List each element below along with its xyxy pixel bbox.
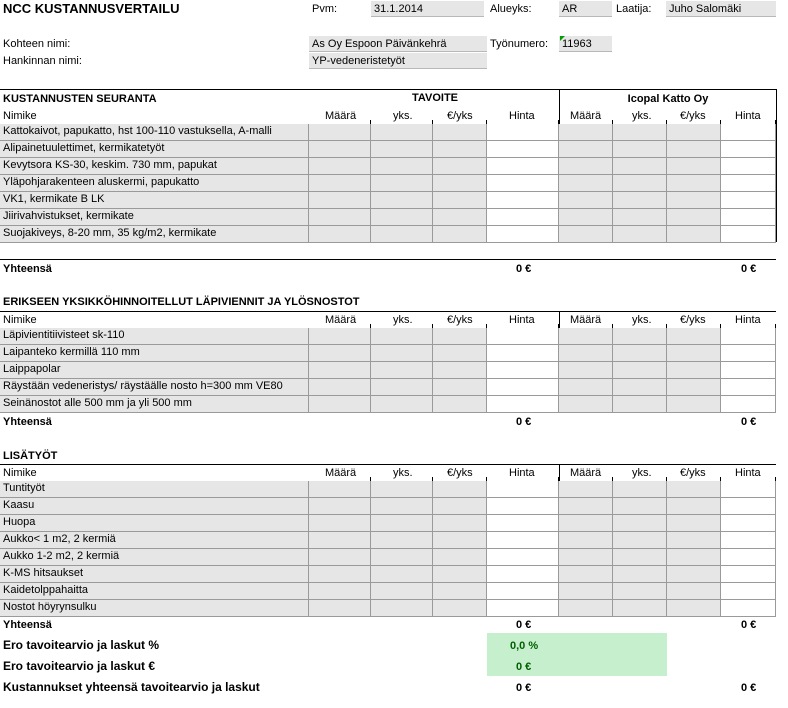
section2-header-nimike: Nimike — [3, 314, 37, 326]
section3-cell-yks[interactable] — [613, 498, 667, 515]
section1-cell-maara[interactable] — [559, 158, 613, 175]
table-row — [0, 515, 776, 532]
section2-cell-eyks[interactable] — [433, 345, 487, 362]
table-row — [0, 481, 776, 498]
section3-cell-maara[interactable] — [559, 600, 613, 617]
table-row — [0, 175, 776, 192]
section3-row-label: Kaasu — [3, 499, 35, 511]
section1-row-label: Kattokaivot, papukatto, hst 100-110 vastuksella, A-malli — [3, 125, 272, 137]
section3-cell-hinta[interactable] — [721, 481, 776, 498]
table-row — [0, 583, 776, 600]
section1-cell-yks[interactable] — [613, 141, 667, 158]
section1-cell-maara[interactable] — [309, 175, 371, 192]
section3-header-maara-0: Määrä — [325, 467, 357, 479]
section1-cell-yks[interactable] — [371, 124, 433, 141]
section2-cell-eyks[interactable] — [433, 396, 487, 413]
section2-cell-yks[interactable] — [371, 396, 433, 413]
section3-cell-yks[interactable] — [613, 583, 667, 600]
section3-cell-hinta[interactable] — [487, 532, 559, 549]
section3-cell-yks[interactable] — [371, 549, 433, 566]
ero-eur-value: 0 € — [516, 661, 532, 673]
section3-name-cell[interactable] — [0, 498, 309, 515]
section1-cell-hinta[interactable] — [721, 124, 776, 141]
section2-cell-hinta[interactable] — [721, 345, 776, 362]
section2-cell-maara[interactable] — [559, 379, 613, 396]
hankinta-field[interactable]: YP-vedeneristetyöt — [309, 53, 487, 69]
grand-total-label: Kustannukset yhteensä tavoitearvio ja laskut — [3, 680, 260, 694]
section3-cell-eyks[interactable] — [667, 498, 721, 515]
section3-row-label: Tuntityöt — [3, 482, 45, 494]
section2-cell-maara[interactable] — [309, 396, 371, 413]
section1-header-eyks-2: €/yks — [447, 110, 473, 122]
kohde-label: Kohteen nimi: — [3, 38, 71, 50]
section2-cell-eyks[interactable] — [433, 362, 487, 379]
section1-cell-yks[interactable] — [371, 192, 433, 209]
table-row — [0, 124, 776, 141]
section1-title: KUSTANNUSTEN SEURANTA — [3, 93, 157, 105]
section1-cell-maara[interactable] — [309, 209, 371, 226]
section2-row-label: Laippapolar — [3, 363, 61, 375]
alueyks-label: Alueyks: — [490, 3, 532, 15]
section3-cell-maara[interactable] — [309, 600, 371, 617]
section1-cell-hinta[interactable] — [487, 226, 559, 243]
section3-cell-hinta[interactable] — [721, 532, 776, 549]
section3-cell-yks[interactable] — [613, 600, 667, 617]
section3-cell-eyks[interactable] — [667, 549, 721, 566]
section2-cell-eyks[interactable] — [667, 396, 721, 413]
section1-cell-yks[interactable] — [371, 226, 433, 243]
section1-cell-maara[interactable] — [309, 192, 371, 209]
section1-cell-hinta[interactable] — [487, 209, 559, 226]
section2-cell-hinta[interactable] — [487, 362, 559, 379]
section2-total-label: Yhteensä — [3, 416, 52, 428]
section1-header-nimike: Nimike — [3, 110, 37, 122]
contractor-header: Icopal Katto Oy — [627, 93, 709, 105]
section2-cell-eyks[interactable] — [667, 379, 721, 396]
section1-header-maara-4: Määrä — [570, 110, 602, 122]
section1-row-label: Yläpohjarakenteen aluskermi, papukatto — [3, 176, 200, 188]
section3-cell-yks[interactable] — [371, 481, 433, 498]
section3-cell-eyks[interactable] — [433, 600, 487, 617]
section3-row-label: Nostot höyrynsulku — [3, 601, 97, 613]
section1-cell-hinta[interactable] — [721, 192, 776, 209]
section3-cell-hinta[interactable] — [487, 481, 559, 498]
section1-cell-hinta[interactable] — [487, 141, 559, 158]
section2-cell-hinta[interactable] — [487, 396, 559, 413]
section3-header-yks-5: yks. — [632, 467, 652, 479]
table-row — [0, 345, 776, 362]
table-row — [0, 532, 776, 549]
section1-cell-yks[interactable] — [371, 141, 433, 158]
section2-header-maara-0: Määrä — [325, 314, 357, 326]
section1-cell-yks[interactable] — [613, 209, 667, 226]
section3-cell-maara[interactable] — [559, 566, 613, 583]
section1-cell-eyks[interactable] — [667, 192, 721, 209]
section3-cell-maara[interactable] — [309, 549, 371, 566]
section1-cell-maara[interactable] — [559, 192, 613, 209]
section3-cell-maara[interactable] — [559, 515, 613, 532]
table-row — [0, 226, 776, 243]
section1-cell-yks[interactable] — [613, 124, 667, 141]
section2-cell-hinta[interactable] — [721, 362, 776, 379]
section2-cell-hinta[interactable] — [721, 379, 776, 396]
section1-cell-maara[interactable] — [309, 226, 371, 243]
section1-cell-maara[interactable] — [559, 209, 613, 226]
section3-cell-maara[interactable] — [309, 532, 371, 549]
table-row — [0, 192, 776, 209]
section2-row-label: Laipanteko kermillä 110 mm — [3, 346, 140, 358]
section1-total-label: Yhteensä — [3, 263, 52, 275]
section3-header-maara-4: Määrä — [570, 467, 602, 479]
section3-row-label: Kaidetolppahaitta — [3, 584, 89, 596]
section3-cell-yks[interactable] — [613, 566, 667, 583]
section1-row-label: VK1, kermikate B LK — [3, 193, 105, 205]
section1-header-yks-1: yks. — [393, 110, 413, 122]
section3-cell-hinta[interactable] — [721, 515, 776, 532]
section2-row-label: Seinänostot alle 500 mm ja yli 500 mm — [3, 397, 192, 409]
table-row — [0, 209, 776, 226]
section1-cell-maara[interactable] — [559, 226, 613, 243]
section3-cell-hinta[interactable] — [721, 600, 776, 617]
section1-total-tavoite: 0 € — [516, 263, 532, 275]
section2-header-eyks-6: €/yks — [680, 314, 706, 326]
section1-cell-maara[interactable] — [309, 141, 371, 158]
section3-total-contractor: 0 € — [741, 619, 757, 631]
section3-total-tavoite: 0 € — [516, 619, 532, 631]
table-row — [0, 549, 776, 566]
section3-cell-maara[interactable] — [559, 583, 613, 600]
section3-cell-eyks[interactable] — [667, 532, 721, 549]
section3-cell-hinta[interactable] — [721, 498, 776, 515]
page-title: NCC KUSTANNUSVERTAILU — [3, 1, 180, 16]
kohde-field[interactable]: As Oy Espoon Päivänkehrä — [309, 36, 487, 52]
section2-header-eyks-2: €/yks — [447, 314, 473, 326]
section1-cell-hinta[interactable] — [487, 158, 559, 175]
section2-cell-yks[interactable] — [371, 345, 433, 362]
grand-total-tavoite: 0 € — [516, 682, 532, 694]
section3-cell-maara[interactable] — [559, 498, 613, 515]
section2-header-hinta-7: Hinta — [735, 314, 761, 326]
section1-cell-hinta[interactable] — [487, 124, 559, 141]
section3-cell-eyks[interactable] — [433, 566, 487, 583]
section3-cell-yks[interactable] — [613, 549, 667, 566]
section1-cell-eyks[interactable] — [667, 226, 721, 243]
section3-header-eyks-2: €/yks — [447, 467, 473, 479]
section3-cell-maara[interactable] — [559, 549, 613, 566]
section1-header-hinta-3: Hinta — [509, 110, 535, 122]
section2-cell-maara[interactable] — [309, 328, 371, 345]
section3-name-cell[interactable] — [0, 481, 309, 498]
section3-header-eyks-6: €/yks — [680, 467, 706, 479]
section3-cell-hinta[interactable] — [721, 566, 776, 583]
section3-cell-eyks[interactable] — [433, 498, 487, 515]
section3-cell-eyks[interactable] — [433, 583, 487, 600]
section1-cell-eyks[interactable] — [667, 158, 721, 175]
section3-cell-eyks[interactable] — [433, 549, 487, 566]
section2-cell-yks[interactable] — [613, 345, 667, 362]
section1-row-label: Kevytsora KS-30, keskim. 730 mm, papukat — [3, 159, 217, 171]
section1-cell-eyks[interactable] — [433, 175, 487, 192]
section3-header-yks-1: yks. — [393, 467, 413, 479]
table-row — [0, 158, 776, 175]
section2-header-yks-5: yks. — [632, 314, 652, 326]
section3-cell-eyks[interactable] — [667, 481, 721, 498]
section3-cell-yks[interactable] — [371, 600, 433, 617]
section1-cell-eyks[interactable] — [433, 192, 487, 209]
section3-header-hinta-7: Hinta — [735, 467, 761, 479]
section3-cell-hinta[interactable] — [487, 498, 559, 515]
section2-header-hinta-3: Hinta — [509, 314, 535, 326]
pvm-field[interactable]: 31.1.2014 — [371, 1, 484, 17]
section2-cell-eyks[interactable] — [667, 328, 721, 345]
section2-cell-eyks[interactable] — [667, 345, 721, 362]
section3-cell-hinta[interactable] — [487, 600, 559, 617]
section3-cell-eyks[interactable] — [667, 583, 721, 600]
section3-cell-hinta[interactable] — [487, 549, 559, 566]
section1-cell-yks[interactable] — [613, 226, 667, 243]
tavoite-header: TAVOITE — [411, 92, 459, 104]
section2-cell-eyks[interactable] — [667, 362, 721, 379]
section1-row-label: Suojakiveys, 8-20 mm, 35 kg/m2, kermikate — [3, 227, 217, 239]
section1-cell-maara[interactable] — [559, 175, 613, 192]
tyonumero-label: Työnumero: — [490, 38, 549, 50]
section1-row-label: Jiirivahvistukset, kermikate — [3, 210, 134, 222]
section3-cell-maara[interactable] — [309, 515, 371, 532]
section2-total-tavoite: 0 € — [516, 416, 532, 428]
section3-cell-yks[interactable] — [371, 583, 433, 600]
section1-cell-hinta[interactable] — [721, 175, 776, 192]
section3-cell-eyks[interactable] — [667, 515, 721, 532]
section3-cell-eyks[interactable] — [433, 515, 487, 532]
section1-cell-yks[interactable] — [613, 158, 667, 175]
table-row — [0, 566, 776, 583]
section3-header-nimike: Nimike — [3, 467, 37, 479]
section1-cell-maara[interactable] — [309, 124, 371, 141]
section1-cell-maara[interactable] — [559, 124, 613, 141]
section2-cell-yks[interactable] — [613, 379, 667, 396]
section3-name-cell[interactable] — [0, 515, 309, 532]
section1-cell-hinta[interactable] — [487, 192, 559, 209]
section1-header-eyks-6: €/yks — [680, 110, 706, 122]
section1-cell-eyks[interactable] — [667, 124, 721, 141]
section3-cell-hinta[interactable] — [487, 566, 559, 583]
grand-total-contractor: 0 € — [741, 682, 757, 694]
section3-cell-maara[interactable] — [309, 498, 371, 515]
section1-cell-yks[interactable] — [371, 209, 433, 226]
section3-total-label: Yhteensä — [3, 619, 52, 631]
section3-row-label: Aukko< 1 m2, 2 kermiä — [3, 533, 116, 545]
section2-header-maara-4: Määrä — [570, 314, 602, 326]
section1-total-contractor: 0 € — [741, 263, 757, 275]
section3-cell-maara[interactable] — [309, 583, 371, 600]
section2-cell-yks[interactable] — [371, 379, 433, 396]
section2-cell-yks[interactable] — [613, 328, 667, 345]
section2-cell-hinta[interactable] — [721, 396, 776, 413]
section2-title: ERIKSEEN YKSIKKÖHINNOITELLUT LÄPIVIENNIT JA YLÖSNOSTOT — [3, 296, 360, 308]
section1-cell-eyks[interactable] — [433, 124, 487, 141]
section2-cell-yks[interactable] — [613, 362, 667, 379]
section1-row-label: Alipainetuulettimet, kermikatetyöt — [3, 142, 165, 154]
pvm-label: Pvm: — [312, 3, 338, 15]
section3-row-label: K-MS hitsaukset — [3, 567, 84, 579]
laatija-label: Laatija: — [616, 3, 652, 15]
section3-cell-maara[interactable] — [309, 566, 371, 583]
section2-cell-maara[interactable] — [309, 379, 371, 396]
alueyks-field[interactable]: AR — [559, 1, 612, 17]
comment-marker-icon — [560, 36, 565, 41]
hankinta-label: Hankinnan nimi: — [3, 55, 82, 67]
section1-cell-yks[interactable] — [613, 192, 667, 209]
section2-row-label: Räystään vedeneristys/ räystäälle nosto h=300 mm VE80 — [3, 380, 283, 392]
section1-cell-maara[interactable] — [309, 158, 371, 175]
section1-cell-eyks[interactable] — [667, 141, 721, 158]
section1-cell-maara[interactable] — [559, 141, 613, 158]
section3-cell-yks[interactable] — [371, 498, 433, 515]
section1-cell-yks[interactable] — [613, 175, 667, 192]
section3-row-label: Huopa — [3, 516, 36, 528]
section2-cell-hinta[interactable] — [487, 345, 559, 362]
section3-row-label: Aukko 1-2 m2, 2 kermiä — [3, 550, 120, 562]
section1-cell-eyks[interactable] — [667, 209, 721, 226]
section2-header-yks-1: yks. — [393, 314, 413, 326]
section2-cell-yks[interactable] — [371, 362, 433, 379]
laatija-field[interactable]: Juho Salomäki — [666, 1, 776, 17]
section3-cell-yks[interactable] — [613, 515, 667, 532]
section2-cell-hinta[interactable] — [487, 328, 559, 345]
section3-cell-yks[interactable] — [371, 515, 433, 532]
section1-cell-hinta[interactable] — [487, 175, 559, 192]
ero-pct-value: 0,0 % — [510, 640, 539, 652]
section2-cell-maara[interactable] — [309, 345, 371, 362]
section3-cell-hinta[interactable] — [721, 583, 776, 600]
section1-cell-eyks[interactable] — [433, 209, 487, 226]
section1-cell-eyks[interactable] — [433, 141, 487, 158]
table-row — [0, 328, 776, 345]
section2-cell-maara[interactable] — [559, 362, 613, 379]
section3-title: LISÄTYÖT — [3, 450, 58, 462]
section3-cell-yks[interactable] — [613, 532, 667, 549]
section3-cell-yks[interactable] — [613, 481, 667, 498]
section2-cell-eyks[interactable] — [433, 379, 487, 396]
table-row — [0, 362, 776, 379]
section1-cell-eyks[interactable] — [433, 226, 487, 243]
section3-cell-hinta[interactable] — [721, 549, 776, 566]
tyonumero-field[interactable]: 11963 — [559, 36, 612, 52]
section3-cell-hinta[interactable] — [487, 515, 559, 532]
table-row — [0, 379, 776, 396]
table-row — [0, 141, 776, 158]
section3-cell-maara[interactable] — [309, 481, 371, 498]
section2-cell-maara[interactable] — [309, 362, 371, 379]
table-row — [0, 498, 776, 515]
section2-cell-hinta[interactable] — [721, 328, 776, 345]
section2-cell-maara[interactable] — [559, 328, 613, 345]
section2-total-contractor: 0 € — [741, 416, 757, 428]
section2-cell-maara[interactable] — [559, 396, 613, 413]
section1-cell-yks[interactable] — [371, 175, 433, 192]
section2-cell-eyks[interactable] — [433, 328, 487, 345]
section1-cell-hinta[interactable] — [721, 141, 776, 158]
section3-cell-eyks[interactable] — [433, 532, 487, 549]
section3-cell-yks[interactable] — [371, 566, 433, 583]
section3-cell-yks[interactable] — [371, 532, 433, 549]
section3-cell-eyks[interactable] — [433, 481, 487, 498]
section1-cell-hinta[interactable] — [721, 226, 776, 243]
section1-cell-eyks[interactable] — [667, 175, 721, 192]
section2-cell-hinta[interactable] — [487, 379, 559, 396]
section1-cell-eyks[interactable] — [433, 158, 487, 175]
section2-cell-maara[interactable] — [559, 345, 613, 362]
section1-cell-yks[interactable] — [371, 158, 433, 175]
ero-eur-label: Ero tavoitearvio ja laskut € — [3, 659, 156, 673]
section2-cell-yks[interactable] — [371, 328, 433, 345]
section2-row-label: Läpivientitiivisteet sk-110 — [3, 329, 125, 341]
section3-cell-maara[interactable] — [559, 481, 613, 498]
section1-cell-hinta[interactable] — [721, 209, 776, 226]
section3-header-hinta-3: Hinta — [509, 467, 535, 479]
section1-header-hinta-7: Hinta — [735, 110, 761, 122]
table-row — [0, 396, 776, 413]
section2-cell-yks[interactable] — [613, 396, 667, 413]
table-row — [0, 600, 776, 617]
ero-pct-label: Ero tavoitearvio ja laskut % — [3, 638, 160, 652]
section1-header-yks-5: yks. — [632, 110, 652, 122]
section3-cell-hinta[interactable] — [487, 583, 559, 600]
section1-cell-hinta[interactable] — [721, 158, 776, 175]
section3-cell-eyks[interactable] — [667, 566, 721, 583]
section1-header-maara-0: Määrä — [325, 110, 357, 122]
section3-cell-maara[interactable] — [559, 532, 613, 549]
section3-cell-eyks[interactable] — [667, 600, 721, 617]
